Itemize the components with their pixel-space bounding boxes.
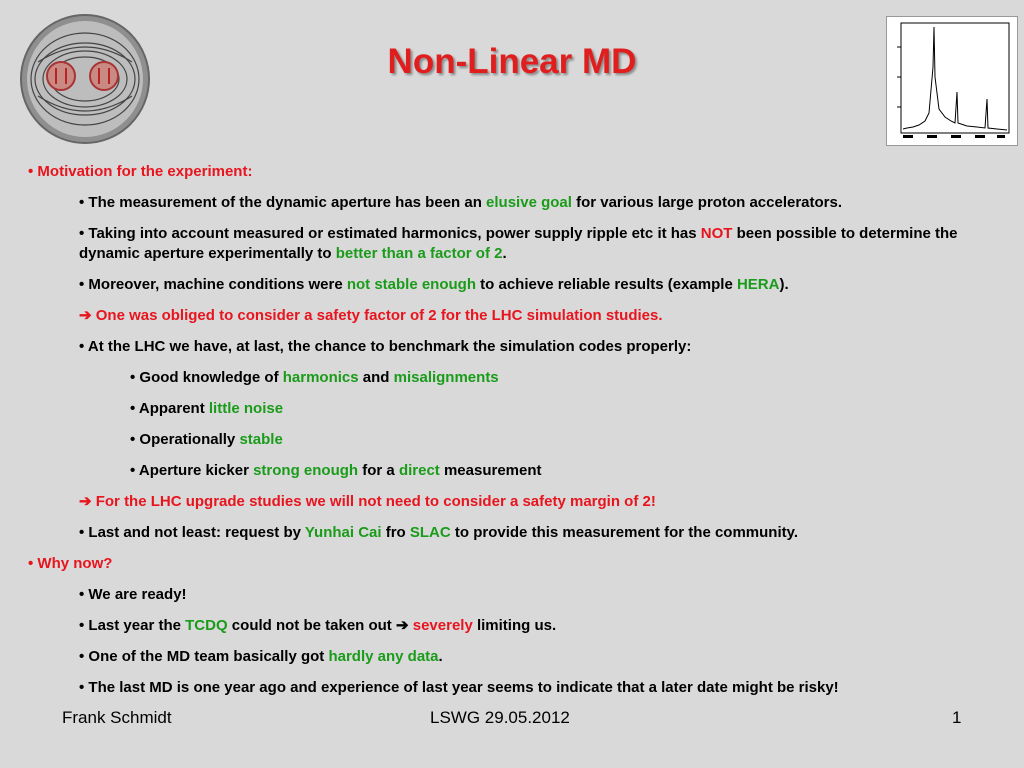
bullet-last-md	[79, 678, 984, 698]
footer-page-number: 1	[952, 708, 962, 727]
text-segment: • Last year the	[79, 617, 186, 634]
text-segment: • Last and not least: request by	[79, 524, 305, 541]
text-segment: SLAC	[409, 524, 451, 541]
text-segment: • One of the MD team basically got	[79, 648, 329, 665]
text-segment: limiting us.	[472, 617, 557, 634]
text-segment: measurement	[439, 462, 542, 479]
bullet-tcdq	[79, 616, 984, 636]
text-segment: Motivation for the experiment:	[37, 163, 253, 180]
text-segment: for various large proton accelerators.	[571, 194, 843, 211]
footer-author: Frank Schmidt	[62, 708, 172, 727]
text-segment: • At the LHC we have, at last, the chance to benchmark the simulation codes properly:	[79, 338, 692, 355]
text-segment: could not be taken out	[227, 617, 396, 634]
sub-bullet-noise	[130, 399, 283, 419]
bullet-harmonics-ripple	[79, 224, 984, 264]
text-segment: ➔ For the LHC upgrade studies we will not need to consider a safety margin of 2!	[79, 493, 656, 510]
bullet-why-now	[28, 554, 112, 574]
text-segment: .	[438, 648, 443, 665]
text-segment: NOT	[700, 225, 733, 242]
text-segment: better than a factor of 2	[335, 245, 503, 262]
bullet-elusive-goal	[79, 193, 984, 213]
text-segment: misalignments	[393, 369, 499, 386]
text-segment: for a	[358, 462, 399, 479]
text-segment: Yunhai Cai	[304, 524, 382, 541]
text-segment: •	[28, 163, 38, 180]
arrow-safety-factor	[79, 306, 984, 326]
text-segment: stable	[239, 431, 283, 448]
text-segment: • The measurement of the dynamic aperture has been an	[79, 194, 487, 211]
text-segment: and	[358, 369, 394, 386]
text-segment: TCDQ	[185, 617, 228, 634]
bullet-motivation	[28, 162, 252, 182]
text-segment: • Good knowledge of	[130, 369, 283, 386]
text-segment: direct	[398, 462, 440, 479]
bullet-request	[79, 523, 984, 543]
slide-title: Non-Linear MD	[387, 42, 637, 81]
text-segment: harmonics	[282, 369, 359, 386]
text-segment: severely	[412, 617, 473, 634]
text-segment: HERA	[736, 276, 780, 293]
sub-bullet-stable	[130, 430, 283, 450]
text-segment: strong enough	[253, 462, 359, 479]
text-segment: elusive goal	[486, 194, 572, 211]
text-segment: ).	[779, 276, 789, 293]
text-segment: • We are ready!	[79, 586, 187, 603]
text-segment: • Apparent	[130, 400, 209, 417]
text-segment: little noise	[208, 400, 284, 417]
text-segment: been possible to determine the dynamic aperture experimentally to	[79, 225, 958, 262]
text-segment: • Moreover, machine conditions were	[79, 276, 347, 293]
bullet-machine-conditions	[79, 275, 984, 295]
text-segment: fro	[381, 524, 410, 541]
text-segment: • Operationally	[130, 431, 240, 448]
text-segment: • Taking into account measured or estimated harmonics, power supply ripple etc it has	[79, 225, 701, 242]
text-segment: to provide this measurement for the community.	[450, 524, 799, 541]
sub-bullet-knowledge	[130, 368, 499, 388]
footer-event: LSWG 29.05.2012	[430, 708, 570, 727]
text-segment: • Why now?	[28, 555, 113, 572]
text-segment: not stable enough	[346, 276, 476, 293]
sub-bullet-kicker	[130, 461, 542, 481]
text-segment: to achieve reliable results (example	[476, 276, 737, 293]
bullet-ready	[79, 585, 984, 605]
text-segment: • The last MD is one year ago and experience of last year seems to indicate that a later date might be risky!	[79, 679, 839, 696]
bullet-hardly-any-data	[79, 647, 984, 667]
text-segment: ➔	[395, 617, 413, 634]
text-segment: • Aperture kicker	[130, 462, 254, 479]
text-segment: hardly any data	[328, 648, 439, 665]
bullet-benchmark	[79, 337, 984, 357]
arrow-upgrade-studies	[79, 492, 984, 512]
text-segment: .	[502, 245, 507, 262]
text-segment: ➔ One was obliged to consider a safety factor of 2 for the LHC simulation studies.	[79, 307, 663, 324]
